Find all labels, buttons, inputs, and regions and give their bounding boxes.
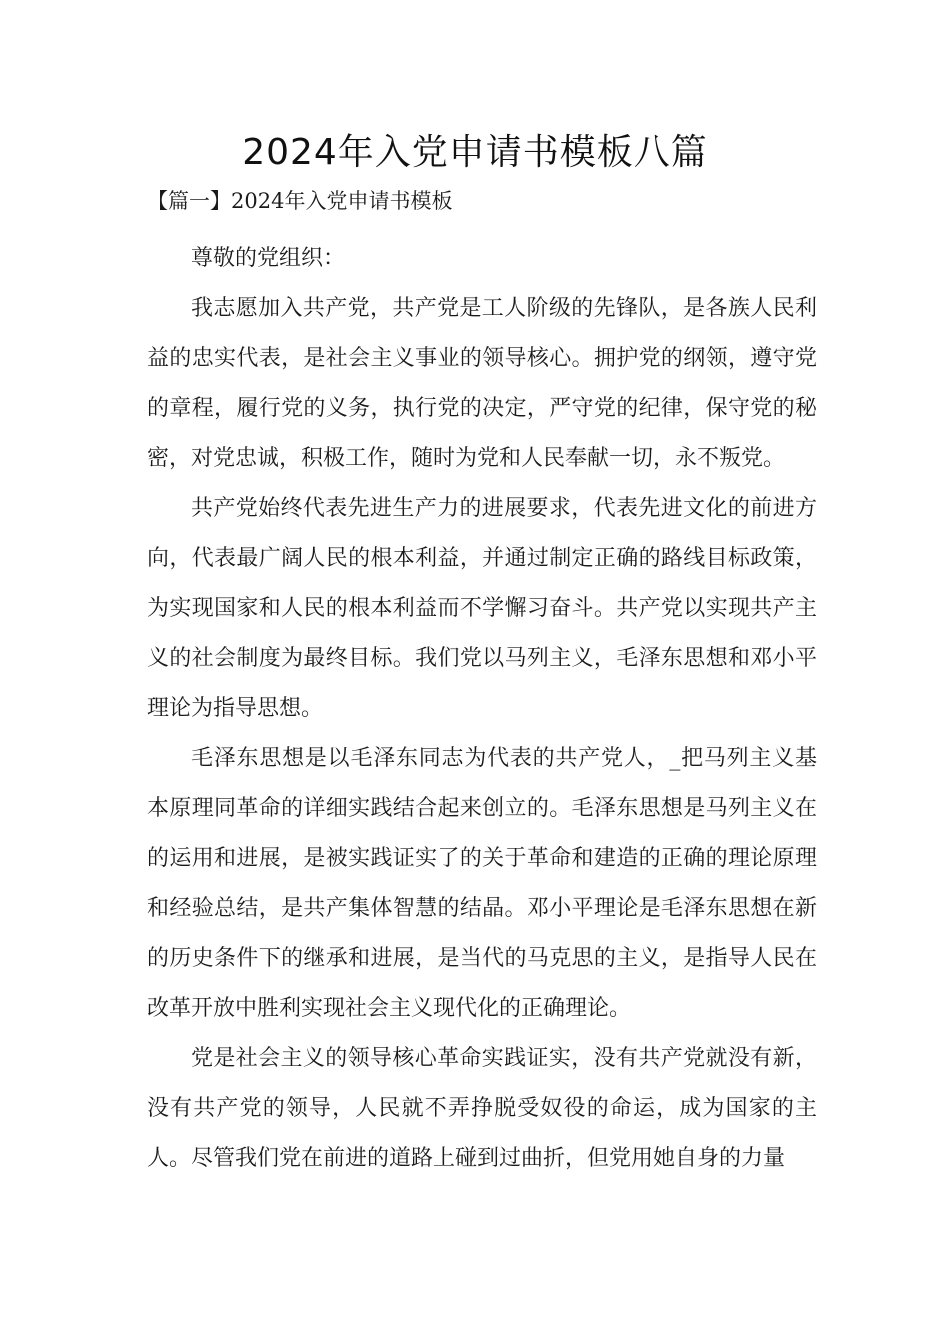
paragraph: 我志愿加入共产党，共产党是工人阶级的先锋队，是各族人民利益的忠实代表，是社会主义事业的领导核心。拥护党的纲领，遵守党的章程，履行党的义务，执行党的决定，严守党的纪律，保守党的秘密，对党忠诚，积极工作，随时为党和人民奉献一切，永不叛党。: [147, 296, 817, 471]
section-heading: 【篇一】2024年入党申请书模板: [147, 189, 453, 213]
document-body: [147, 234, 817, 1184]
paragraph: 毛泽东思想是以毛泽东同志为代表的共产党人，_把马列主义基本原理同革命的详细实践结合起来创立的。毛泽东思想是马列主义在的运用和进展，是被实践证实了的关于革命和建造的正确的理论原理和经验总结，是共产集体智慧的结晶。邓小平理论是毛泽东思想在新的历史条件下的继承和进展，是当代的马克思的主义，是指导人民在改革开放中胜利实现社会主义现代化的正确理论。: [147, 746, 817, 1021]
salutation: 尊敬的党组织：: [191, 246, 346, 271]
document-title: 2024年入党申请书模板八篇: [242, 132, 708, 173]
paragraph: 共产党始终代表先进生产力的进展要求，代表先进文化的前进方向，代表最广阔人民的根本利益，并通过制定正确的路线目标政策，为实现国家和人民的根本利益而不学懈习奋斗。共产党以实现共产主义的社会制度为最终目标。我们党以马列主义，毛泽东思想和邓小平理论为指导思想。: [147, 496, 817, 721]
paragraph: 党是社会主义的领导核心革命实践证实，没有共产党就没有新，没有共产党的领导，人民就不弄挣脱受奴役的命运，成为国家的主人。尽管我们党在前进的道路上碰到过曲折，但党用她自身的力量: [147, 1046, 817, 1171]
